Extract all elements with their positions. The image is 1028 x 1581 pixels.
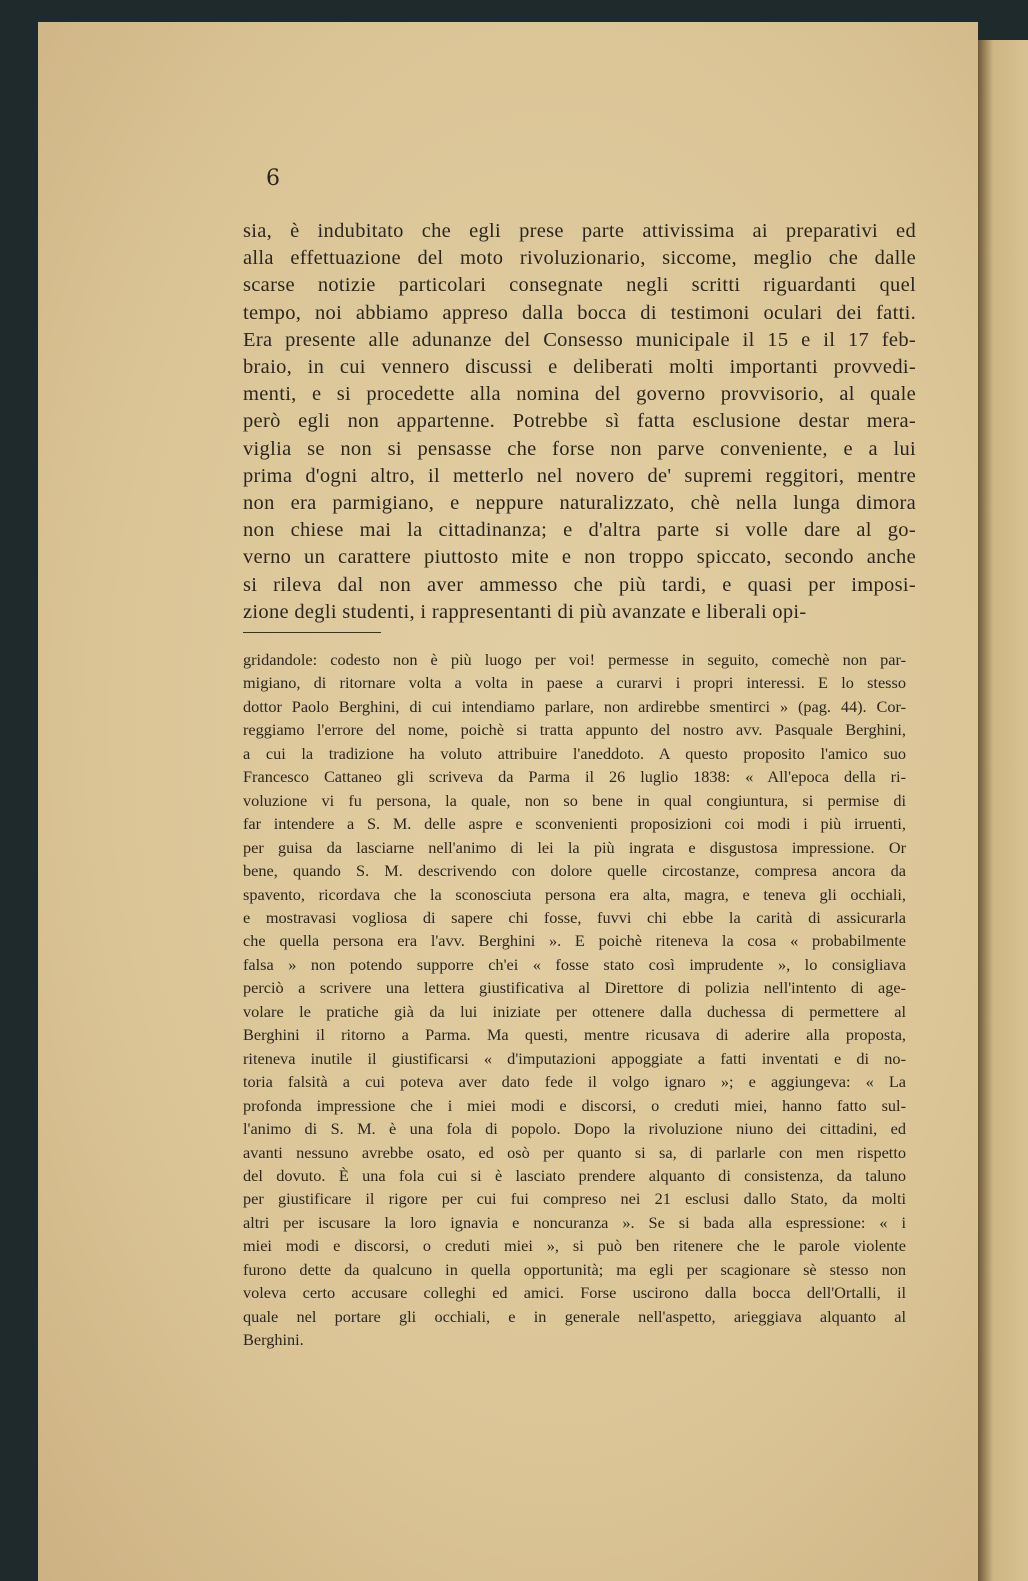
footnote-line: che quella persona era l'avv. Berghini ». E poichè riteneva la cosa « probabilmente — [243, 931, 906, 951]
footnote-line: altri per iscusare la loro ignavia e noncuranza ». Se si bada alla espressione: « i — [243, 1212, 906, 1232]
footnote-line: voluzione vi fu persona, la quale, non so bene in qual congiuntura, si permise di — [243, 790, 906, 810]
footnote-line: dottor Paolo Berghini, di cui intendiamo parlare, non ardirebbe smentirci » (pag. 44). Cor- — [243, 696, 906, 716]
footnote-line: Berghini. — [243, 1330, 304, 1350]
main-text-line: alla effettuazione del moto rivoluzionario, siccome, meglio che dalle — [243, 247, 916, 270]
main-text-line: menti, e si procedette alla nomina del governo provvisorio, al quale — [243, 383, 916, 406]
footnote-line: volare le pratiche già da lui iniziate per ottenere dalla duchessa di permettere al — [243, 1001, 906, 1021]
footnote-text — [243, 648, 906, 1352]
footnote-line: gridandole: codesto non è più luogo per voi! permesse in seguito, comechè non par- — [243, 650, 906, 669]
footnote-line: quale nel portare gli occhiali, e in generale nell'aspetto, arieggiava alquanto al — [243, 1306, 906, 1326]
main-text-line: verno un carattere piuttosto mite e non troppo spiccato, secondo anche — [243, 546, 916, 569]
footnote-line: per giustificare il rigore per cui fui compreso nei 21 esclusi dallo Stato, da molti — [243, 1189, 906, 1209]
footnote-line: far intendere a S. M. delle aspre e sconvenienti proposizioni coi modi i più irruenti, — [243, 814, 906, 834]
footnote-line: voleva certo accusare colleghi ed amici. Forse uscirono dalla bocca dell'Ortalli, il — [243, 1283, 906, 1303]
footnote-line: falsa » non potendo supporre ch'ei « fosse stato così imprudente », lo consigliava — [243, 954, 906, 974]
footnote-line: Francesco Cattaneo gli scriveva da Parma il 26 luglio 1838: « All'epoca della ri- — [243, 767, 906, 787]
main-text-line: non era parmigiano, e neppure naturalizzato, chè nella lunga dimora — [243, 492, 916, 515]
main-text-line: zione degli studenti, i rappresentanti di più avanzate e liberali opi- — [243, 600, 807, 623]
footnote-line: reggiamo l'errore del nome, poichè si tratta appunto del nostro avv. Pasquale Berghini, — [243, 720, 906, 740]
footnote-line: e mostravasi vogliosa di sapere chi fosse, fuvvi chi ebbe la carità di assicurarla — [243, 907, 906, 927]
footnote-line: bene, quando S. M. descrivendo con dolore quelle circostanze, compresa ancora da — [243, 861, 906, 881]
footnote-line: riteneva inutile il giustificarsi « d'imputazioni appoggiate a fatti inventati e di no- — [243, 1048, 906, 1068]
main-text-line: si rileva dal non aver ammesso che più tardi, e quasi per imposi- — [243, 573, 916, 596]
footnote-line: a cui la tradizione ha voluto attribuire l'aneddoto. A questo proposito l'amico suo — [243, 743, 906, 763]
page-number: 6 — [266, 166, 280, 191]
footnote-line: profonda impressione che i miei modi e discorsi, o creduti miei, hanno fatto sul- — [243, 1095, 906, 1115]
main-text-line: prima d'ogni altro, il metterlo nel novero de' supremi reggitori, mentre — [243, 464, 916, 487]
footnote-line: per guisa da lasciarne nell'animo di lei la più ingrata e disgustosa impressione. Or — [243, 837, 906, 857]
footnote-line: l'animo di S. M. è una fola di popolo. Dopo la rivoluzione niuno dei cittadini, ed — [243, 1119, 906, 1139]
footnote-line: miei modi e discorsi, o creduti miei », si può ben ritenere che le parole violente — [243, 1236, 906, 1256]
main-text-line: però egli non appartenne. Potrebbe sì fatta esclusione destar mera- — [243, 410, 916, 433]
footnote-line: avanti nessuno avrebbe osato, ed osò per quanto si sa, di parlarle con men rispetto — [243, 1142, 906, 1162]
main-text — [243, 218, 916, 626]
main-text-line: non chiese mai la cittadinanza; e d'altra parte si volle dare al go- — [243, 519, 916, 542]
main-text-line: scarse notizie particolari consegnate negli scritti riguardanti quel — [243, 274, 916, 297]
footnote-line: migiano, di ritornare volta a volta in paese a curarvi i propri interessi. E lo stesso — [243, 673, 906, 693]
footnote-line: furono dette da qualcuno in quella opportunità; ma egli per scagionare sè stesso non — [243, 1259, 906, 1279]
footnote-line: perciò a scrivere una lettera giustificativa al Direttore di polizia nell'intento di age- — [243, 978, 906, 998]
adjacent-page-edge — [978, 40, 1028, 1581]
main-text-line: Era presente alle adunanze del Consesso municipale il 15 e il 17 feb- — [243, 328, 916, 351]
footnote-separator — [243, 632, 381, 633]
main-text-line: tempo, noi abbiamo appreso dalla bocca di testimoni oculari dei fatti. — [243, 301, 916, 324]
main-text-line: braio, in cui vennero discussi e deliberati molti importanti provvedi- — [243, 356, 916, 379]
footnote-line: spavento, ricordava che la sconosciuta persona era alta, magra, e teneva gli occhiali, — [243, 884, 906, 904]
main-text-line: sia, è indubitato che egli prese parte attivissima ai preparativi ed — [243, 220, 916, 242]
footnote-line: toria falsità a cui poteva aver dato fede il volgo ignaro »; e aggiungeva: « La — [243, 1072, 906, 1092]
footnote-line: Berghini il ritorno a Parma. Ma questi, mentre ricusava di aderire alla proposta, — [243, 1025, 906, 1045]
main-text-line: viglia se non si pensasse che forse non parve conveniente, e a lui — [243, 437, 916, 460]
footnote-line: del dovuto. È una fola cui si è lasciato prendere alquanto di consistenza, da taluno — [243, 1165, 906, 1185]
